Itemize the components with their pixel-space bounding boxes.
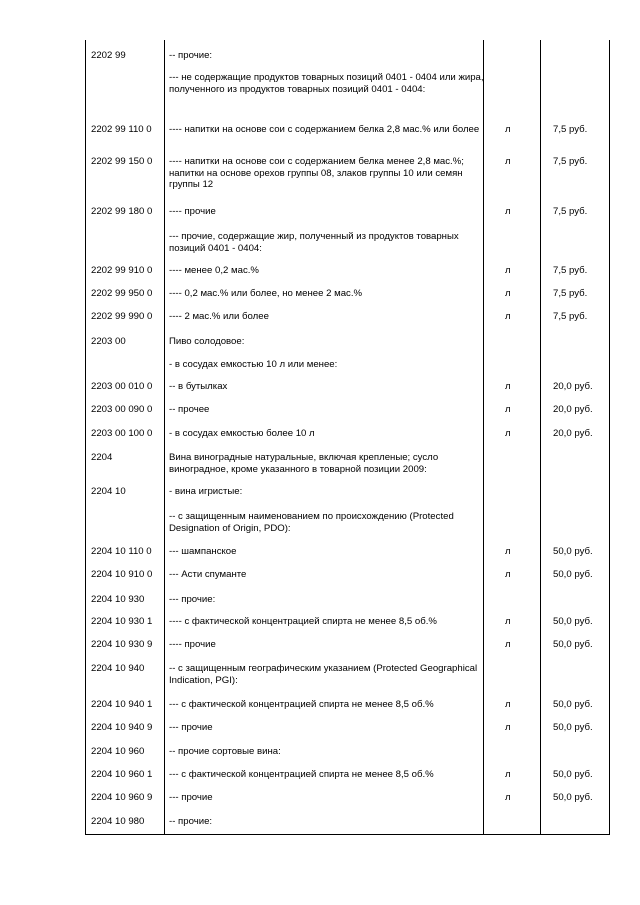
rate-cell: 7,5 руб. — [553, 265, 588, 276]
rate-cell: 7,5 руб. — [553, 156, 588, 167]
code-cell: 2204 10 960 — [91, 746, 145, 757]
unit-cell: л — [505, 428, 511, 439]
description-cell: ---- напитки на основе сои с содержанием белка 2,8 мас.% или более — [169, 124, 480, 135]
unit-cell: л — [505, 616, 511, 627]
description-cell: -- с защищенным географическим указанием (Protected Geographical Indication, PGI): — [169, 663, 478, 686]
table-border-right — [609, 40, 610, 835]
unit-cell: л — [505, 639, 511, 650]
description-cell: -- прочие: — [169, 50, 213, 61]
code-cell: 2202 99 950 0 — [91, 288, 153, 299]
rate-cell: 20,0 руб. — [553, 428, 593, 439]
rate-cell: 20,0 руб. — [553, 381, 593, 392]
description-cell: -- прочие сортовые вина: — [169, 746, 281, 757]
rate-cell: 7,5 руб. — [553, 124, 588, 135]
code-cell: 2202 99 180 0 — [91, 206, 153, 217]
table-border-bottom — [85, 834, 610, 835]
code-cell: 2204 10 110 0 — [91, 546, 152, 557]
code-cell: 2204 10 980 — [91, 816, 145, 827]
rate-cell: 50,0 руб. — [553, 616, 593, 627]
description-cell: --- с фактической концентрацией спирта не менее 8,5 об.% — [169, 699, 434, 710]
description-cell: -- с защищенным наименованием по происхождению (Protected Designation of Origin, PDO): — [169, 511, 454, 534]
description-cell: --- с фактической концентрацией спирта не менее 8,5 об.% — [169, 769, 434, 780]
code-cell: 2203 00 010 0 — [91, 381, 153, 392]
description-cell: -- прочие: — [169, 816, 213, 827]
unit-cell: л — [505, 156, 511, 167]
unit-cell: л — [505, 381, 511, 392]
code-cell: 2204 10 960 9 — [91, 792, 153, 803]
unit-cell: л — [505, 722, 511, 733]
unit-cell: л — [505, 546, 511, 557]
unit-cell: л — [505, 769, 511, 780]
unit-cell: л — [505, 569, 511, 580]
description-cell: --- не содержащие продуктов товарных позиций 0401 - 0404 или жира, полученного из продуктов товарных позиций 0401 - 0404: — [169, 72, 484, 95]
description-cell: ---- менее 0,2 мас.% — [169, 265, 259, 276]
code-cell: 2203 00 — [91, 336, 126, 347]
tariff-table — [85, 40, 610, 835]
description-cell: - вина игристые: — [169, 486, 243, 497]
description-cell: ---- 0,2 мас.% или более, но менее 2 мас.% — [169, 288, 363, 299]
code-cell: 2202 99 150 0 — [91, 156, 153, 167]
unit-cell: л — [505, 288, 511, 299]
code-cell: 2204 10 910 0 — [91, 569, 153, 580]
code-cell: 2202 99 910 0 — [91, 265, 153, 276]
code-cell: 2204 10 960 1 — [91, 769, 153, 780]
code-cell: 2204 10 940 1 — [91, 699, 153, 710]
table-border-left — [85, 40, 86, 835]
rate-cell: 50,0 руб. — [553, 546, 593, 557]
description-cell: - в сосудах емкостью 10 л или менее: — [169, 359, 338, 370]
rate-cell: 7,5 руб. — [553, 288, 588, 299]
code-cell: 2203 00 100 0 — [91, 428, 153, 439]
unit-cell: л — [505, 311, 511, 322]
code-cell: 2202 99 110 0 — [91, 124, 152, 135]
rate-cell: 20,0 руб. — [553, 404, 593, 415]
rate-cell: 7,5 руб. — [553, 206, 588, 217]
code-cell: 2204 — [91, 452, 113, 463]
code-cell: 2204 10 940 — [91, 663, 145, 674]
unit-cell: л — [505, 124, 511, 135]
description-cell: ---- с фактической концентрацией спирта не менее 8,5 об.% — [169, 616, 437, 627]
unit-cell: л — [505, 404, 511, 415]
description-cell: -- прочее — [169, 404, 210, 415]
code-cell: 2204 10 — [91, 486, 126, 497]
description-cell: -- в бутылках — [169, 381, 228, 392]
description-cell: --- прочие: — [169, 594, 216, 605]
description-cell: --- Асти спуманте — [169, 569, 247, 580]
code-cell: 2204 10 940 9 — [91, 722, 153, 733]
code-cell: 2203 00 090 0 — [91, 404, 153, 415]
code-cell: 2202 99 990 0 — [91, 311, 153, 322]
code-cell: 2204 10 930 1 — [91, 616, 153, 627]
rate-cell: 50,0 руб. — [553, 569, 593, 580]
description-cell: - в сосудах емкостью более 10 л — [169, 428, 315, 439]
code-cell: 2204 10 930 — [91, 594, 145, 605]
description-cell: --- прочие, содержащие жир, полученный из продуктов товарных позиций 0401 - 0404: — [169, 231, 459, 254]
code-cell: 2202 99 — [91, 50, 126, 61]
description-cell: --- шампанское — [169, 546, 237, 557]
rate-cell: 50,0 руб. — [553, 769, 593, 780]
rate-cell: 50,0 руб. — [553, 639, 593, 650]
rate-cell: 50,0 руб. — [553, 699, 593, 710]
description-cell: ---- прочие — [169, 206, 216, 217]
description-cell: ---- напитки на основе сои с содержанием белка менее 2,8 мас.%; напитки на основе орехов группы 08, злаков группы 10 или семян группы 12 — [169, 156, 464, 191]
unit-cell: л — [505, 792, 511, 803]
rate-cell: 50,0 руб. — [553, 722, 593, 733]
description-cell: ---- прочие — [169, 639, 216, 650]
description-cell: Пиво солодовое: — [169, 336, 245, 347]
unit-cell: л — [505, 265, 511, 276]
description-cell: --- прочие — [169, 792, 213, 803]
description-cell: Вина виноградные натуральные, включая крепленые; сусло виноградное, кроме указанного в товарной позиции 2009: — [169, 452, 439, 475]
unit-cell: л — [505, 206, 511, 217]
unit-cell: л — [505, 699, 511, 710]
rate-cell: 7,5 руб. — [553, 311, 588, 322]
description-cell: ---- 2 мас.% или более — [169, 311, 269, 322]
rate-cell: 50,0 руб. — [553, 792, 593, 803]
description-cell: --- прочие — [169, 722, 213, 733]
code-cell: 2204 10 930 9 — [91, 639, 153, 650]
